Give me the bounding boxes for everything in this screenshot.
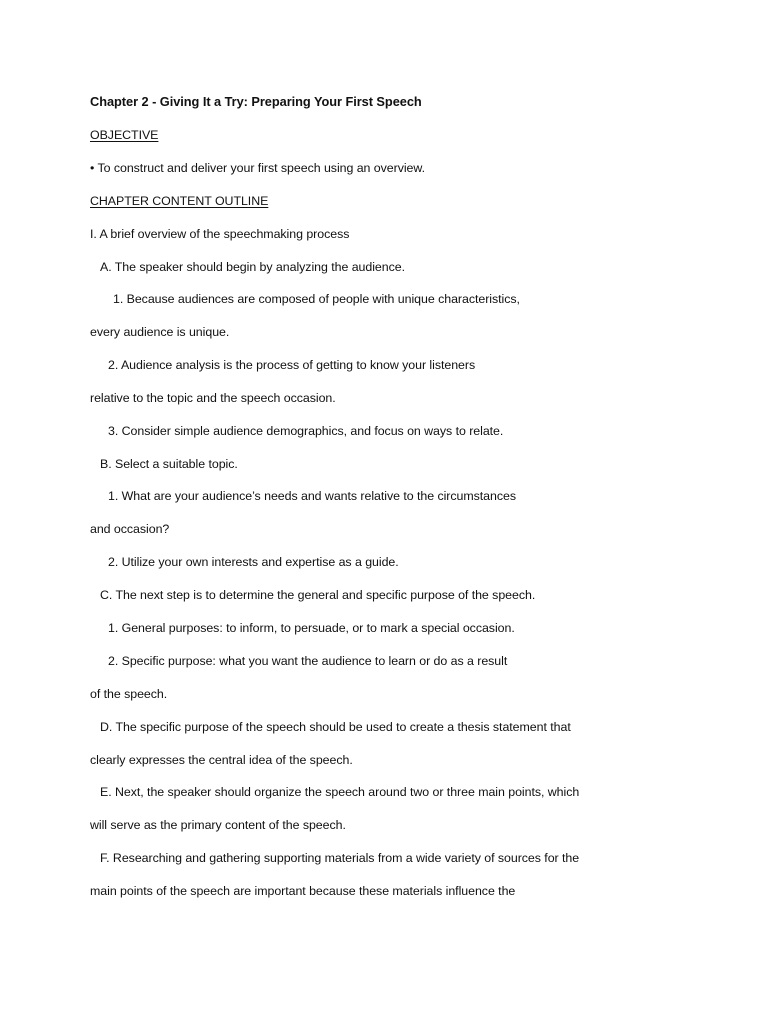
outline-line-b: B. Select a suitable topic.	[100, 457, 238, 471]
outline-line-a1: 1. Because audiences are composed of people with unique characteristics,	[113, 292, 520, 306]
outline-line-a2: 2. Audience analysis is the process of getting to know your listeners	[108, 358, 476, 372]
outline-line-b2: 2. Utilize your own interests and expertise as a guide.	[108, 555, 399, 569]
outline-line-a3: 3. Consider simple audience demographics, and focus on ways to relate.	[108, 424, 504, 438]
outline-line-a2-cont: relative to the topic and the speech occasion.	[90, 391, 336, 405]
outline-line-d-cont: clearly expresses the central idea of the speech.	[90, 753, 353, 767]
outline-line-d: D. The specific purpose of the speech should be used to create a thesis statement that	[100, 720, 571, 734]
outline-line-f-cont: main points of the speech are important because these materials influence the	[90, 884, 516, 898]
outline-line-c: C. The next step is to determine the general and specific purpose of the speech.	[100, 588, 536, 602]
outline-line-c2: 2. Specific purpose: what you want the audience to learn or do as a result	[108, 654, 508, 668]
outline-line-e: E. Next, the speaker should organize the speech around two or three main points, which	[100, 785, 580, 799]
outline-line-roman-i: I. A brief overview of the speechmaking process	[90, 227, 350, 241]
chapter-title: Chapter 2 - Giving It a Try: Preparing Your First Speech	[90, 94, 422, 109]
objective-heading: OBJECTIVE	[90, 128, 159, 142]
outline-line-b1: 1. What are your audience’s needs and wants relative to the circumstances	[108, 489, 516, 503]
outline-line-f: F. Researching and gathering supporting materials from a wide variety of sources for the	[100, 851, 580, 865]
outline-heading: CHAPTER CONTENT OUTLINE	[90, 194, 269, 208]
outline-line-a1-cont: every audience is unique.	[90, 325, 230, 339]
outline-line-a: A. The speaker should begin by analyzing the audience.	[100, 260, 405, 274]
objective-bullet: • To construct and deliver your first speech using an overview.	[90, 161, 425, 175]
outline-line-c2-cont: of the speech.	[90, 687, 168, 701]
outline-line-b1-cont: and occasion?	[90, 522, 170, 536]
outline-line-c1: 1. General purposes: to inform, to persuade, or to mark a special occasion.	[108, 621, 515, 635]
outline-line-e-cont: will serve as the primary content of the speech.	[90, 818, 346, 832]
